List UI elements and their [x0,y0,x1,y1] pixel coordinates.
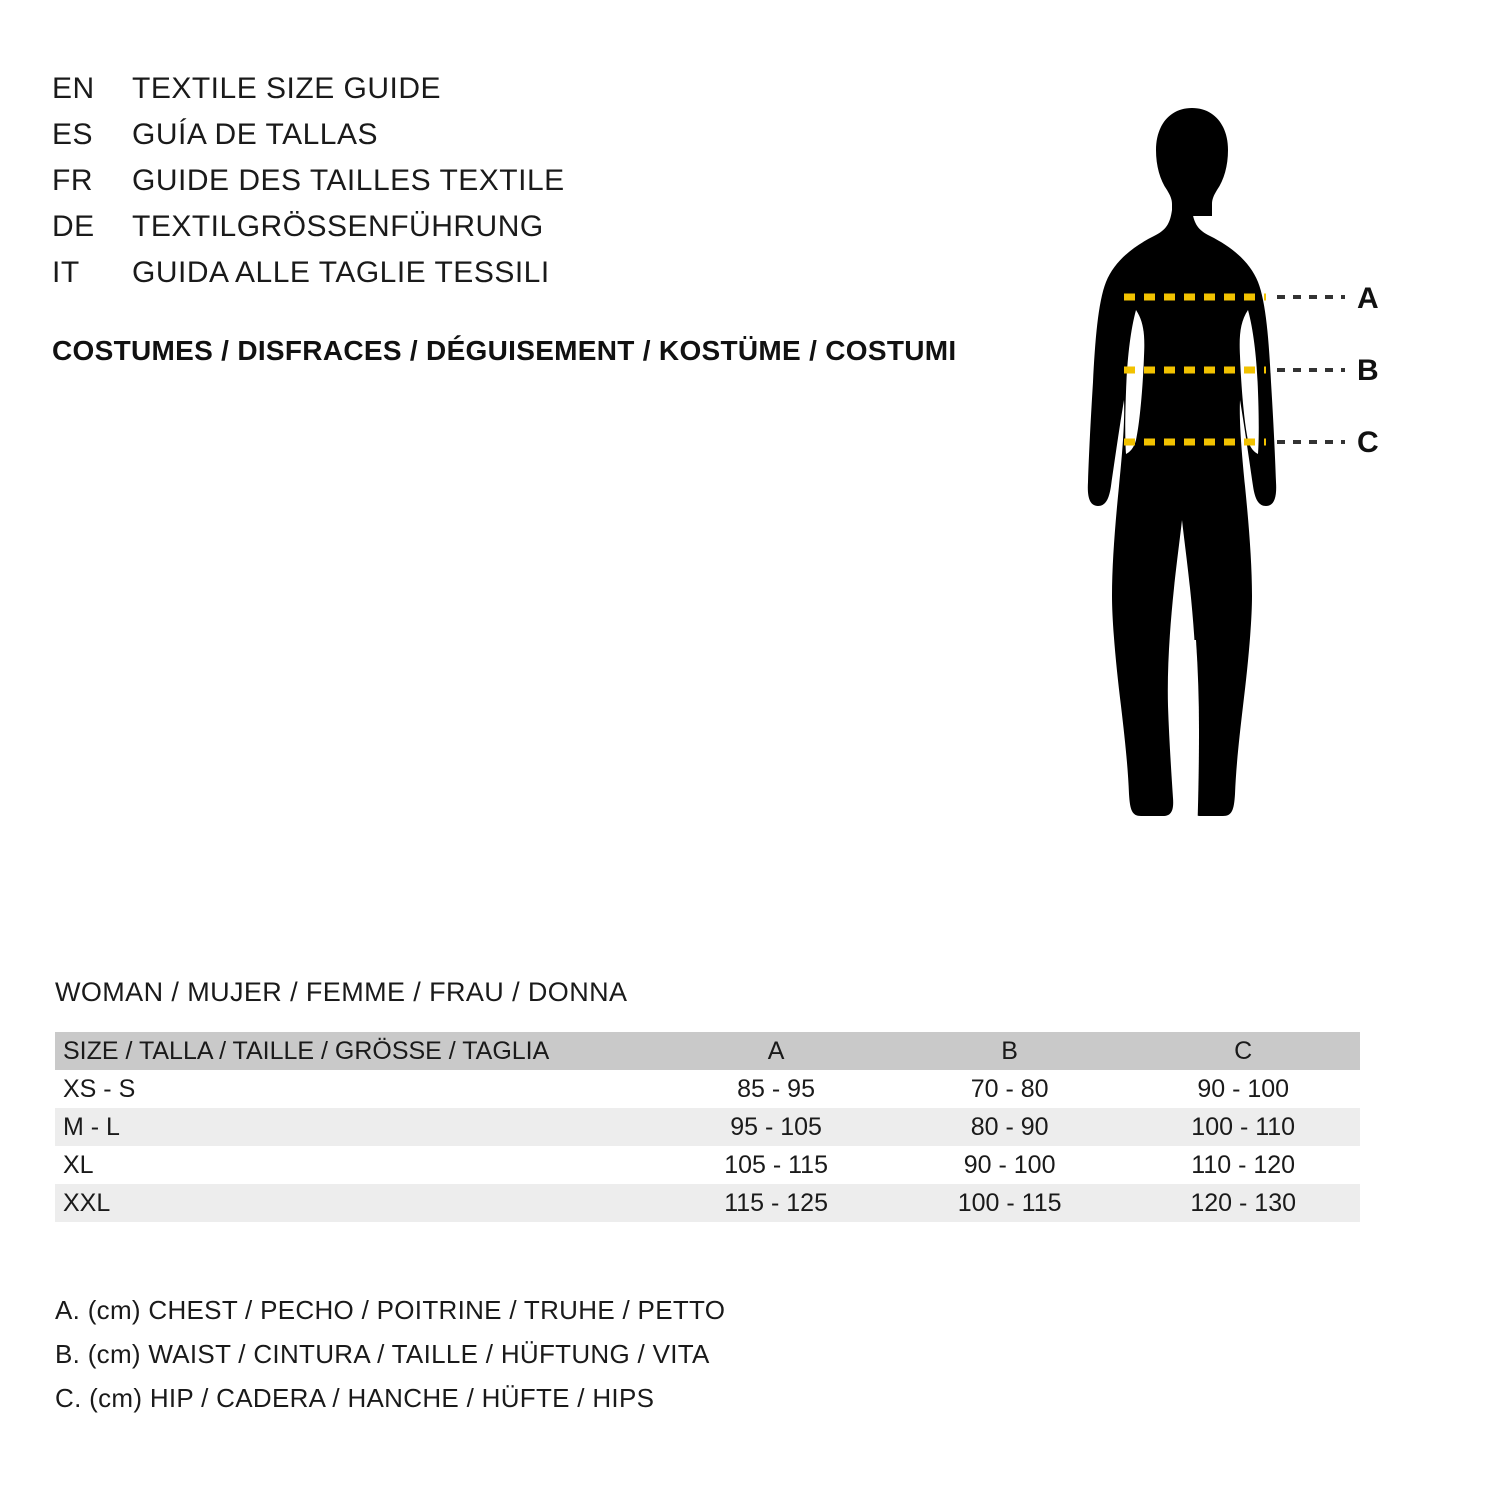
language-list [52,72,1052,302]
cell-b: 80 - 90 [970,1112,1049,1141]
column-header-a: A [767,1036,785,1065]
cell-b: 70 - 80 [970,1074,1049,1103]
measure-label-b: B [1357,354,1379,387]
table-row [55,1070,1360,1108]
language-text-de: TEXTILGRÖSSENFÜHRUNG [132,210,544,243]
table-row [55,1184,1360,1222]
cell-b: 100 - 115 [957,1188,1062,1217]
language-text-en: TEXTILE SIZE GUIDE [132,72,442,105]
language-code-en: EN [52,72,95,105]
table-row [55,1146,1360,1184]
measure-label-c: C [1357,426,1379,459]
legend-line-b: B. (cm) WAIST / CINTURA / TAILLE / HÜFTUNG / VITA [55,1339,710,1369]
cell-size: XXL [63,1188,111,1217]
cell-c: 120 - 130 [1190,1188,1297,1217]
cell-size: XS - S [63,1074,136,1103]
cell-a: 105 - 115 [724,1150,828,1179]
language-row-de [52,210,1052,256]
language-code-es: ES [52,118,94,151]
language-code-fr: FR [52,164,93,197]
language-row-en [52,72,1052,118]
female-silhouette-icon [1040,60,1460,940]
language-code-de: DE [52,210,95,243]
cell-b: 90 - 100 [963,1150,1056,1179]
table-row [55,1108,1360,1146]
cell-size: XL [63,1150,94,1179]
size-table-head [55,1032,1360,1070]
language-text-fr: GUIDE DES TAILLES TEXTILE [132,164,565,197]
legend-line-a: A. (cm) CHEST / PECHO / POITRINE / TRUHE / PETTO [55,1295,726,1325]
legend-line-c: C. (cm) HIP / CADERA / HANCHE / HÜFTE / HIPS [55,1383,655,1413]
figure-illustration [1040,60,1460,940]
measure-label-a: A [1357,282,1379,315]
language-row-fr [52,164,1052,210]
column-header-b: B [1001,1036,1018,1065]
size-table-body [55,1070,1360,1222]
language-text-es: GUÍA DE TALLAS [132,118,378,151]
table-title: WOMAN / MUJER / FEMME / FRAU / DONNA [55,977,628,1007]
table-header-row [55,1032,1360,1070]
cell-c: 110 - 120 [1191,1150,1296,1179]
language-row-es [52,118,1052,164]
measurement-legend [55,1295,725,1427]
cell-c: 90 - 100 [1197,1074,1290,1103]
cell-a: 95 - 105 [730,1112,822,1141]
column-header-c: C [1234,1036,1253,1065]
cell-c: 100 - 110 [1191,1112,1296,1141]
language-text-it: GUIDA ALLE TAGLIE TESSILI [132,256,550,289]
language-code-it: IT [52,256,80,289]
cell-a: 115 - 125 [724,1188,828,1217]
language-row-it [52,256,1052,302]
cell-a: 85 - 95 [737,1074,815,1103]
category-title: COSTUMES / DISFRACES / DÉGUISEMENT / KOSTÜME / COSTUMI [52,335,957,366]
cell-size: M - L [63,1112,120,1141]
column-header-size: SIZE / TALLA / TAILLE / GRÖSSE / TAGLIA [63,1036,550,1065]
size-table [55,1032,1360,1222]
